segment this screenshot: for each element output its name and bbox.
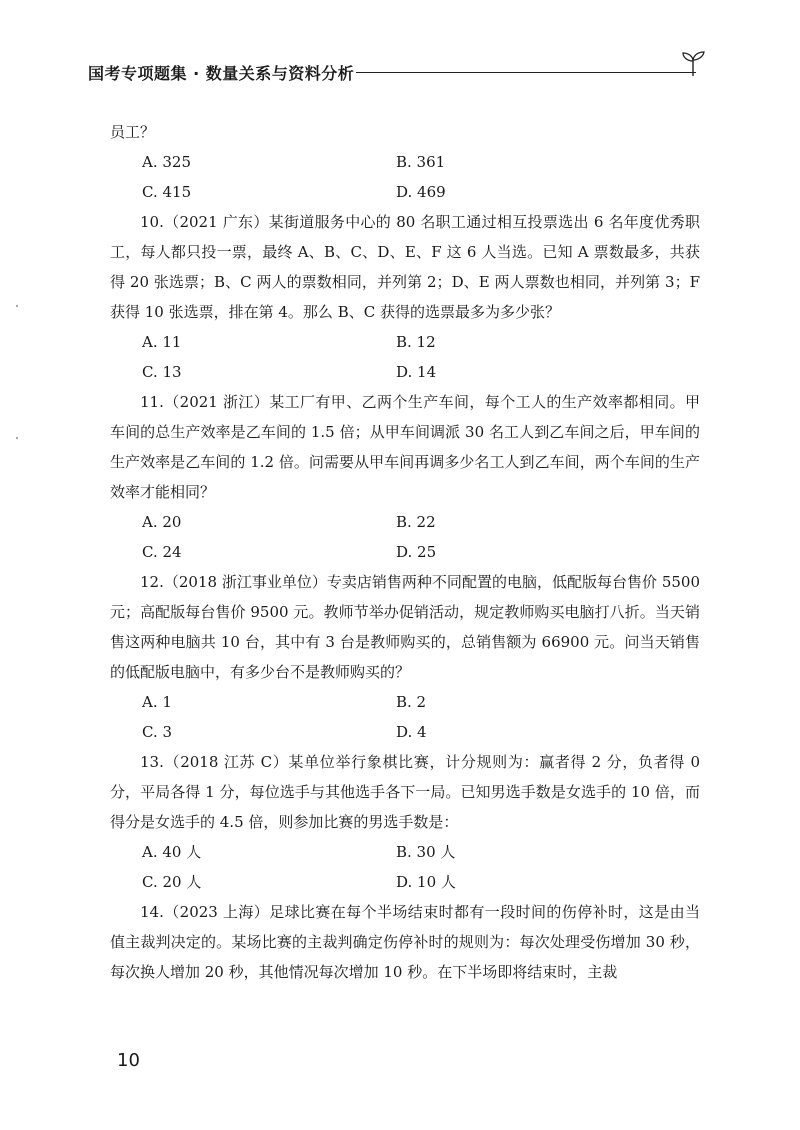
option-row	[110, 147, 700, 177]
option-b: B. 22	[396, 513, 436, 531]
page-body	[110, 117, 700, 987]
option-b: B. 12	[396, 333, 436, 351]
question-12-text: 12.（2018 浙江事业单位）专卖店销售两种不同配置的电脑，低配版每台售价 5500 元；高配版每台售价 9500 元。教师节举办促销活动，规定教师购买电脑打八折。当天销售这两种电脑共 10 台，其中有 3 台是教师购买的，总销售额为 66900 元。问当天销售的低配版电脑中，有多少台不是教师购买的？	[110, 573, 700, 681]
option-d: D. 25	[396, 543, 437, 561]
option-c: C. 415	[142, 183, 192, 201]
option-row	[110, 327, 700, 357]
option-a: A. 325	[142, 153, 191, 171]
option-d: D. 14	[396, 363, 437, 381]
option-row	[110, 357, 700, 387]
option-a: A. 20	[142, 513, 182, 531]
option-a: A. 40 人	[142, 843, 202, 861]
option-b: B. 30 人	[396, 843, 456, 861]
option-d: D. 10 人	[396, 873, 456, 891]
option-c: C. 3	[142, 723, 173, 741]
scan-speck	[16, 305, 18, 307]
option-row	[110, 507, 700, 537]
option-row	[110, 537, 700, 567]
question-11-text: 11.（2021 浙江）某工厂有甲、乙两个生产车间，每个工人的生产效率都相同。甲车间的总生产效率是乙车间的 1.5 倍；从甲车间调派 30 名工人到乙车间之后，甲车间的生产效率是乙车间的 1.2 倍。问需要从甲车间再调多少名工人到乙车间，两个车间的生产效率才能相同？	[110, 393, 700, 501]
option-b: B. 361	[396, 153, 446, 171]
question-13-text: 13.（2018 江苏 C）某单位举行象棋比赛，计分规则为：赢者得 2 分，负者得 0 分，平局各得 1 分，每位选手与其他选手各下一局。已知男选手数是女选手的 10 倍，而得分是女选手的 4.5 倍，则参加比赛的男选手数是：	[110, 753, 700, 831]
option-row	[110, 717, 700, 747]
option-row	[110, 177, 700, 207]
sprout-icon	[678, 48, 708, 78]
option-row	[110, 687, 700, 717]
option-d: D. 4	[396, 723, 427, 741]
question-14-text: 14.（2023 上海）足球比赛在每个半场结束时都有一段时间的伤停补时，这是由当值主裁判决定的。某场比赛的主裁判确定伤停补时的规则为：每次处理受伤增加 30 秒，每次换人增加 20 秒，其他情况每次增加 10 秒。在下半场即将结束时，主裁	[110, 903, 700, 981]
option-a: A. 11	[142, 333, 182, 351]
option-b: B. 2	[396, 693, 427, 711]
option-row	[110, 837, 700, 867]
option-row	[110, 867, 700, 897]
question-continuation: 员工？	[110, 123, 156, 141]
question-10-text: 10.（2021 广东）某街道服务中心的 80 名职工通过相互投票选出 6 名年度优秀职工，每人都只投一票，最终 A、B、C、D、E、F 这 6 人当选。已知 A 票数最多，共获得 20 张选票；B、C 两人的票数相同，并列第 2；D、E 两人票数也相同，并列第 3；F 获得 10 张选票，排在第 4。那么 B、C 获得的选票最多为多少张？	[110, 213, 700, 321]
page-number: 10	[117, 1050, 140, 1071]
scan-speck	[16, 437, 18, 439]
running-header	[88, 48, 718, 88]
running-header-title: 国考专项题集 · 数量关系与资料分析	[88, 64, 355, 83]
option-c: C. 24	[142, 543, 182, 561]
header-rule	[356, 72, 696, 73]
option-d: D. 469	[396, 183, 446, 201]
option-a: A. 1	[142, 693, 172, 711]
option-c: C. 13	[142, 363, 182, 381]
option-c: C. 20 人	[142, 873, 202, 891]
